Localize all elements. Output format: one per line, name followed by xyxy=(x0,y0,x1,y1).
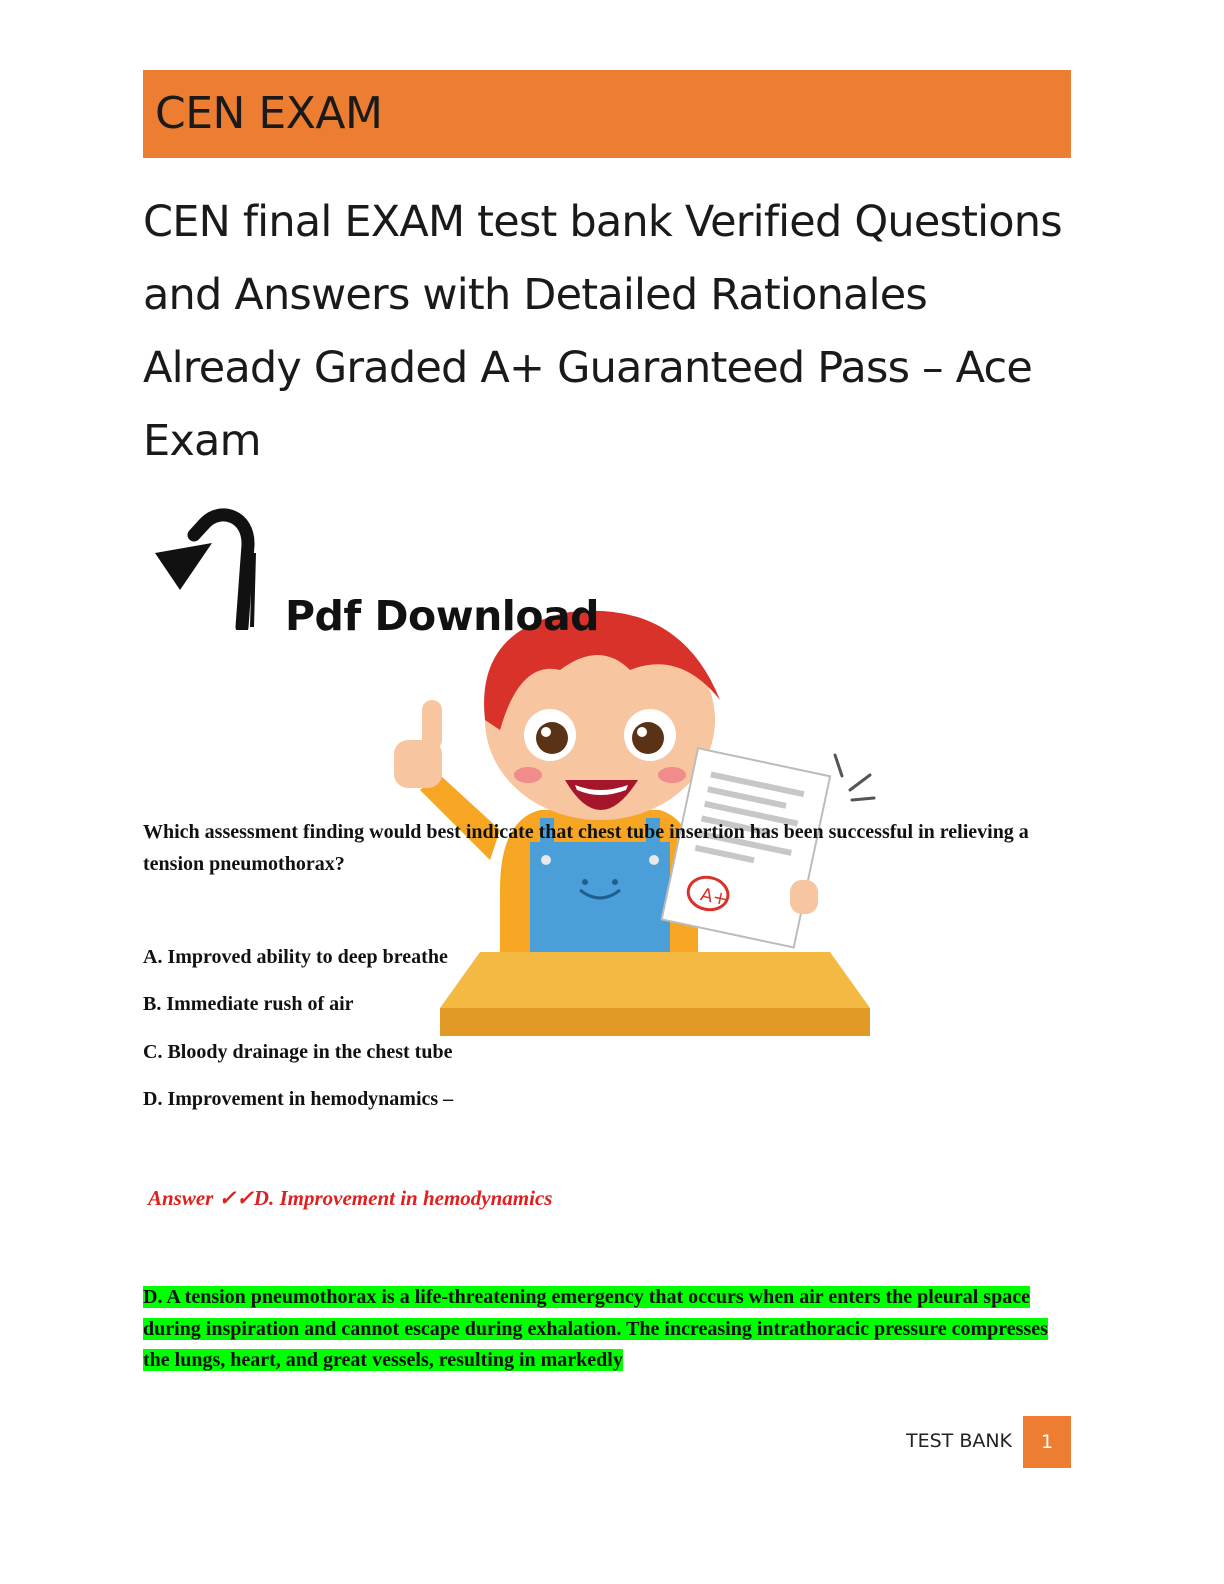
sparkle-lines xyxy=(835,755,874,800)
header-title: CEN EXAM xyxy=(155,88,383,139)
question-text: Which assessment finding would best indicate that chest tube insertion has been successful in relieving a tension pneumothorax? xyxy=(143,821,1029,875)
option-c: C. Bloody drainage in the chest tube xyxy=(143,1041,453,1063)
answer-text: Answer ✓✓D. Improvement in hemodynamics xyxy=(148,1186,553,1210)
child-head xyxy=(484,611,720,820)
rationale-highlight: D. A tension pneumothorax is a life-threatening emergency that occurs when air enters the pleural space during inspiration and cannot escape during exhalation. The increasing intrathoracic pressure compresses the lungs, heart, and great vessels, resulting in markedly xyxy=(143,1286,1048,1371)
curved-back-arrow-icon[interactable] xyxy=(150,505,270,630)
pdf-download-link[interactable]: Pdf Download xyxy=(285,592,600,640)
page-number: 1 xyxy=(1023,1416,1071,1468)
option-d: D. Improvement in hemodynamics – xyxy=(143,1088,454,1110)
grade-mark: A+ xyxy=(698,884,730,911)
header-bar xyxy=(143,70,1071,158)
desk xyxy=(440,952,870,1036)
paper-hand xyxy=(790,880,818,914)
option-b: B. Immediate rush of air xyxy=(143,993,354,1015)
document-title: CEN final EXAM test bank Verified Questions and Answers with Detailed Rationales Already Graded A+ Guaranteed Pass – Ace Exam xyxy=(143,197,1062,466)
footer-label: TEST BANK xyxy=(906,1430,1013,1452)
option-a: A. Improved ability to deep breathe xyxy=(143,946,448,968)
rationale-text xyxy=(143,1282,1073,1377)
